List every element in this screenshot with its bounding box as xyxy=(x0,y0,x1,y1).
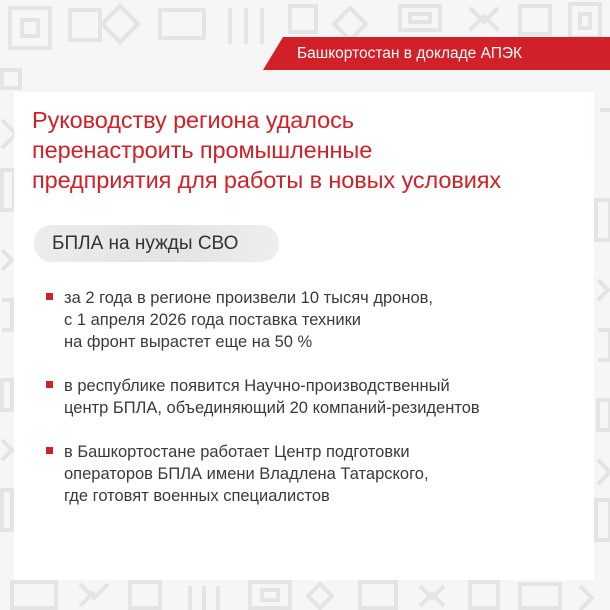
bullet-line: в Башкортостане работает Центр подготовки xyxy=(64,443,410,461)
bullet-line: центр БПЛА, объединяющий 20 компаний-резидентов xyxy=(64,399,480,417)
bullet-line: в республике появится Научно-производственный xyxy=(64,377,450,395)
section-pill-label: БПЛА на нужды СВО xyxy=(52,233,239,254)
bullet-item xyxy=(46,375,596,419)
bullet-line: с 1 апреля 2026 года поставка техники xyxy=(64,311,362,329)
bullet-marker-icon xyxy=(46,293,53,300)
bullet-item xyxy=(46,441,596,507)
bullet-item xyxy=(46,287,596,353)
bullet-line: на фронт вырастет еще на 50 % xyxy=(64,333,313,351)
headline-line: Руководству региона удалось xyxy=(32,107,354,133)
bullet-line: операторов БПЛА имени Владлена Татарского, xyxy=(64,465,429,483)
bullet-line: за 2 года в регионе произвели 10 тысяч дронов, xyxy=(64,289,433,307)
header-ribbon-text: Башкортостан в докладе АПЭК xyxy=(297,45,523,62)
headline-line: перенастроить промышленные xyxy=(32,137,373,163)
bullet-marker-icon xyxy=(46,447,53,454)
bullet-line: где готовят военных специалистов xyxy=(64,487,330,505)
headline xyxy=(32,105,592,195)
headline-line: предприятия для работы в новых условиях xyxy=(32,167,502,193)
bullet-list xyxy=(46,287,596,529)
bullet-marker-icon xyxy=(46,381,53,388)
